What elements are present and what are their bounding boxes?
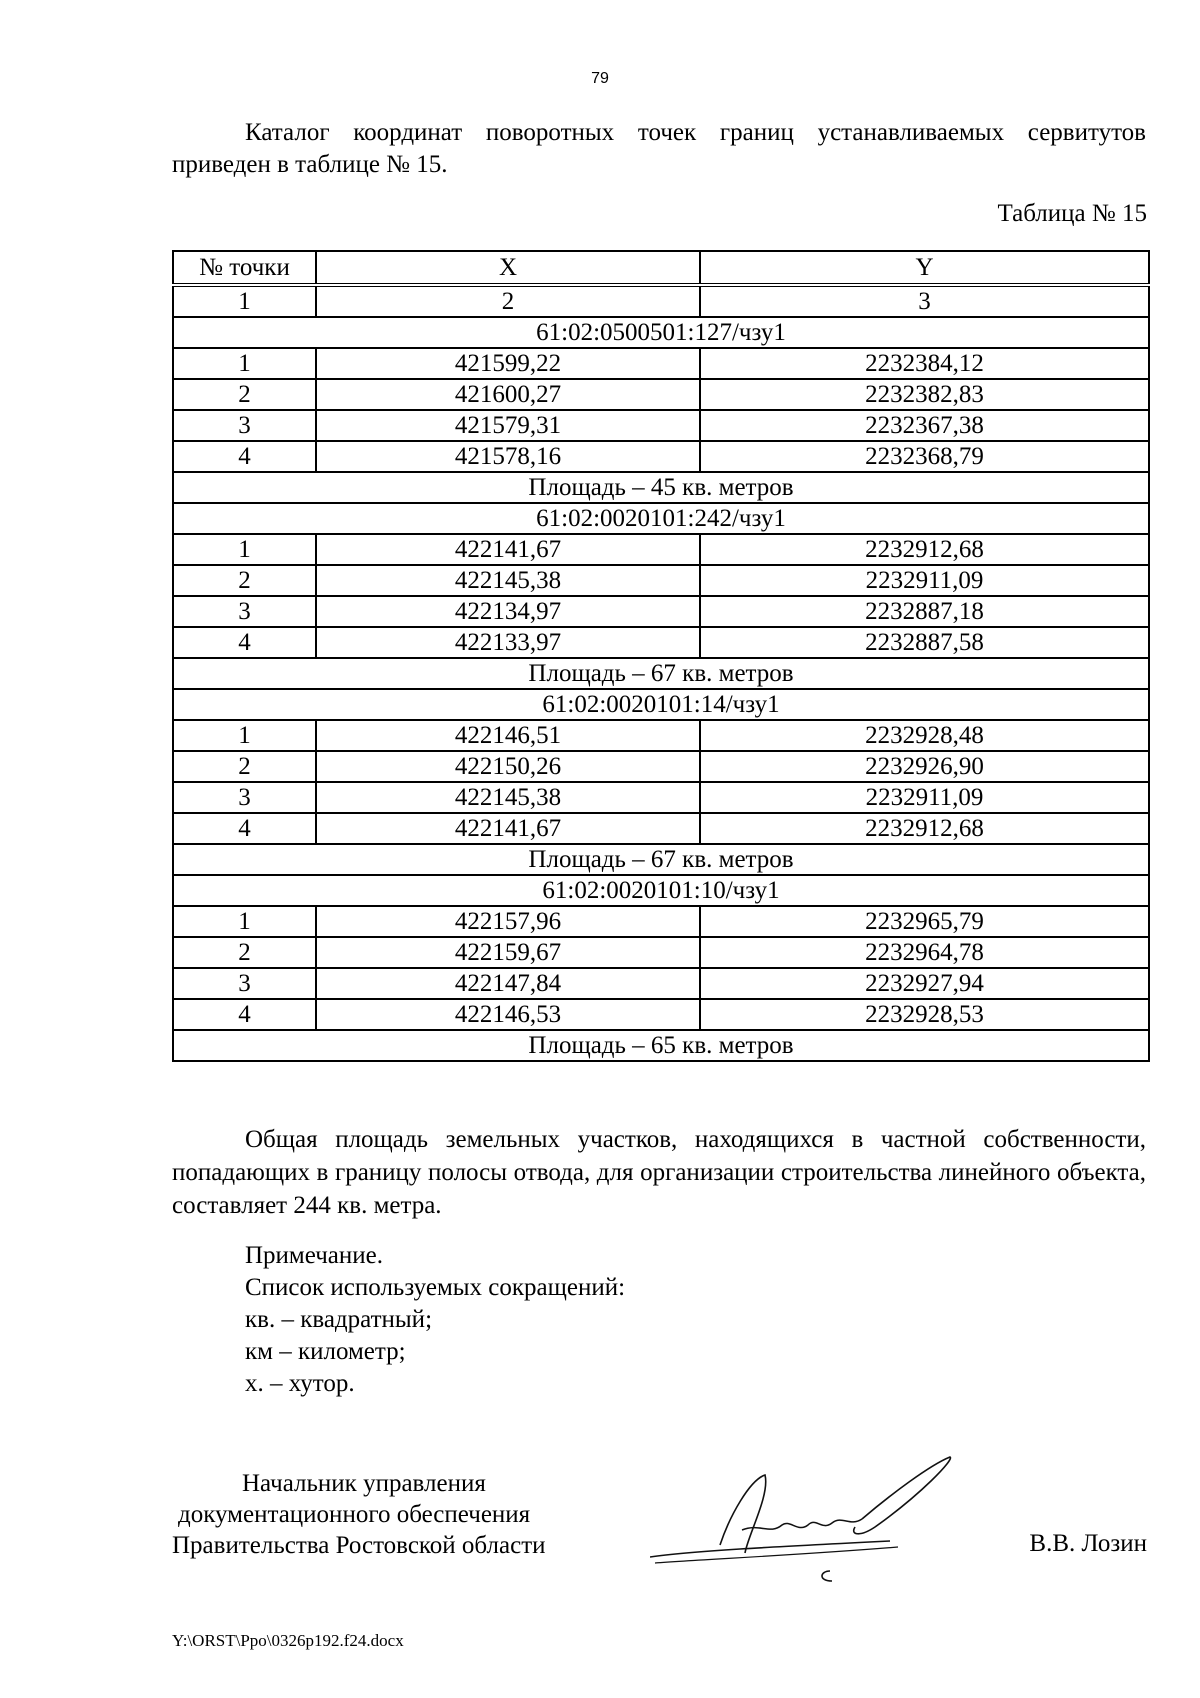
y-coordinate-cell: 2232926,90 xyxy=(700,751,1149,782)
y-coordinate-cell: 2232965,79 xyxy=(700,906,1149,937)
section-title-row xyxy=(173,875,1149,906)
point-number-cell: 4 xyxy=(173,627,316,658)
section-area: Площадь – 45 кв. метров xyxy=(173,472,1149,503)
point-number-cell: 4 xyxy=(173,999,316,1030)
y-coordinate-cell: 2232367,38 xyxy=(700,410,1149,441)
point-number-cell: 1 xyxy=(173,906,316,937)
abbreviations-heading: Список используемых сокращений: xyxy=(245,1274,626,1301)
point-number-cell: 2 xyxy=(173,379,316,410)
point-number-cell: 3 xyxy=(173,782,316,813)
x-coordinate-cell: 422141,67 xyxy=(316,534,700,565)
y-coordinate-cell: 2232912,68 xyxy=(700,813,1149,844)
x-coordinate-cell: 421579,31 xyxy=(316,410,700,441)
table-caption: Таблица № 15 xyxy=(997,200,1147,227)
table-row xyxy=(173,906,1149,937)
section-area-row xyxy=(173,844,1149,875)
abbreviation-item: х. – хутор. xyxy=(245,1370,355,1397)
point-number-cell: 1 xyxy=(173,720,316,751)
signer-title xyxy=(172,1468,546,1561)
x-coordinate-cell: 422146,51 xyxy=(316,720,700,751)
x-coordinate-cell: 422146,53 xyxy=(316,999,700,1030)
point-number-cell: 3 xyxy=(173,968,316,999)
section-area-row xyxy=(173,658,1149,689)
note-block xyxy=(245,1240,625,1400)
abbreviation-item: кв. – квадратный; xyxy=(245,1306,433,1333)
page-number: 79 xyxy=(591,70,609,87)
section-title-row xyxy=(173,317,1149,348)
section-area: Площадь – 67 кв. метров xyxy=(173,844,1149,875)
x-coordinate-cell: 421600,27 xyxy=(316,379,700,410)
table-row xyxy=(173,751,1149,782)
table-row xyxy=(173,379,1149,410)
y-coordinate-cell: 2232887,18 xyxy=(700,596,1149,627)
table-row xyxy=(173,720,1149,751)
table-row xyxy=(173,813,1149,844)
handwritten-signature xyxy=(650,1455,990,1595)
point-number-cell: 4 xyxy=(173,813,316,844)
table-row xyxy=(173,968,1149,999)
y-coordinate-cell: 2232964,78 xyxy=(700,937,1149,968)
coordinates-table xyxy=(172,250,1150,1062)
x-coordinate-cell: 422159,67 xyxy=(316,937,700,968)
point-number-cell: 1 xyxy=(173,534,316,565)
table-header-row xyxy=(173,251,1149,285)
x-coordinate-cell: 422150,26 xyxy=(316,751,700,782)
file-path: Y:\ORST\Ppo\0326p192.f24.docx xyxy=(172,1631,404,1650)
y-coordinate-cell: 2232911,09 xyxy=(700,565,1149,596)
table-row xyxy=(173,534,1149,565)
y-coordinate-cell: 2232368,79 xyxy=(700,441,1149,472)
section-title: 61:02:0500501:127/чзу1 xyxy=(173,317,1149,348)
x-coordinate-cell: 422157,96 xyxy=(316,906,700,937)
point-number-cell: 2 xyxy=(173,565,316,596)
table-row xyxy=(173,999,1149,1030)
table-row xyxy=(173,596,1149,627)
y-coordinate-cell: 2232927,94 xyxy=(700,968,1149,999)
table-row xyxy=(173,627,1149,658)
signer-title-line: Начальник управления xyxy=(242,1470,486,1497)
x-coordinate-cell: 421599,22 xyxy=(316,348,700,379)
signer-title-line: Правительства Ростовской области xyxy=(172,1532,546,1559)
section-title: 61:02:0020101:10/чзу1 xyxy=(173,875,1149,906)
table-row xyxy=(173,937,1149,968)
signer-name: В.В. Лозин xyxy=(1029,1530,1147,1557)
table-row xyxy=(173,348,1149,379)
section-title: 61:02:0020101:14/чзу1 xyxy=(173,689,1149,720)
section-title-row xyxy=(173,503,1149,534)
x-coordinate-cell: 422145,38 xyxy=(316,565,700,596)
table-row xyxy=(173,782,1149,813)
x-coordinate-cell: 421578,16 xyxy=(316,441,700,472)
point-number-cell: 3 xyxy=(173,410,316,441)
y-coordinate-cell: 2232911,09 xyxy=(700,782,1149,813)
table-row xyxy=(173,441,1149,472)
x-coordinate-cell: 422141,67 xyxy=(316,813,700,844)
x-coordinate-cell: 422145,38 xyxy=(316,782,700,813)
point-number-cell: 4 xyxy=(173,441,316,472)
column-number-row xyxy=(173,285,1149,317)
section-area: Площадь – 67 кв. метров xyxy=(173,658,1149,689)
section-title-row xyxy=(173,689,1149,720)
table-row xyxy=(173,565,1149,596)
column-number: 1 xyxy=(173,285,316,317)
x-coordinate-cell: 422133,97 xyxy=(316,627,700,658)
y-coordinate-cell: 2232912,68 xyxy=(700,534,1149,565)
x-coordinate-cell: 422147,84 xyxy=(316,968,700,999)
section-area-row xyxy=(173,472,1149,503)
coordinates-table-body xyxy=(173,251,1149,1061)
note-heading: Примечание. xyxy=(245,1242,384,1269)
y-coordinate-cell: 2232887,58 xyxy=(700,627,1149,658)
column-number: 2 xyxy=(316,285,700,317)
point-number-cell: 2 xyxy=(173,751,316,782)
y-coordinate-cell: 2232382,83 xyxy=(700,379,1149,410)
section-area-row xyxy=(173,1030,1149,1061)
abbreviation-item: км – километр; xyxy=(245,1338,406,1365)
point-number-cell: 3 xyxy=(173,596,316,627)
point-number-cell: 2 xyxy=(173,937,316,968)
header-point-number: № точки xyxy=(173,251,316,285)
point-number-cell: 1 xyxy=(173,348,316,379)
y-coordinate-cell: 2232928,48 xyxy=(700,720,1149,751)
table-row xyxy=(173,410,1149,441)
intro-paragraph: Каталог координат поворотных точек границ устанавливаемых сервитутов приведен в таблице № 15. xyxy=(172,119,1146,178)
section-title: 61:02:0020101:242/чзу1 xyxy=(173,503,1149,534)
summary-paragraph: Общая площадь земельных участков, находящихся в частной собственности, попадающих в границу полосы отвода, для организации строительства линейного объекта, составляет 244 кв. метра. xyxy=(172,1126,1146,1219)
section-area: Площадь – 65 кв. метров xyxy=(173,1030,1149,1061)
y-coordinate-cell: 2232928,53 xyxy=(700,999,1149,1030)
header-x: X xyxy=(316,251,700,285)
y-coordinate-cell: 2232384,12 xyxy=(700,348,1149,379)
signer-title-line: документационного обеспечения xyxy=(178,1501,531,1528)
column-number: 3 xyxy=(700,285,1149,317)
x-coordinate-cell: 422134,97 xyxy=(316,596,700,627)
header-y: Y xyxy=(700,251,1149,285)
